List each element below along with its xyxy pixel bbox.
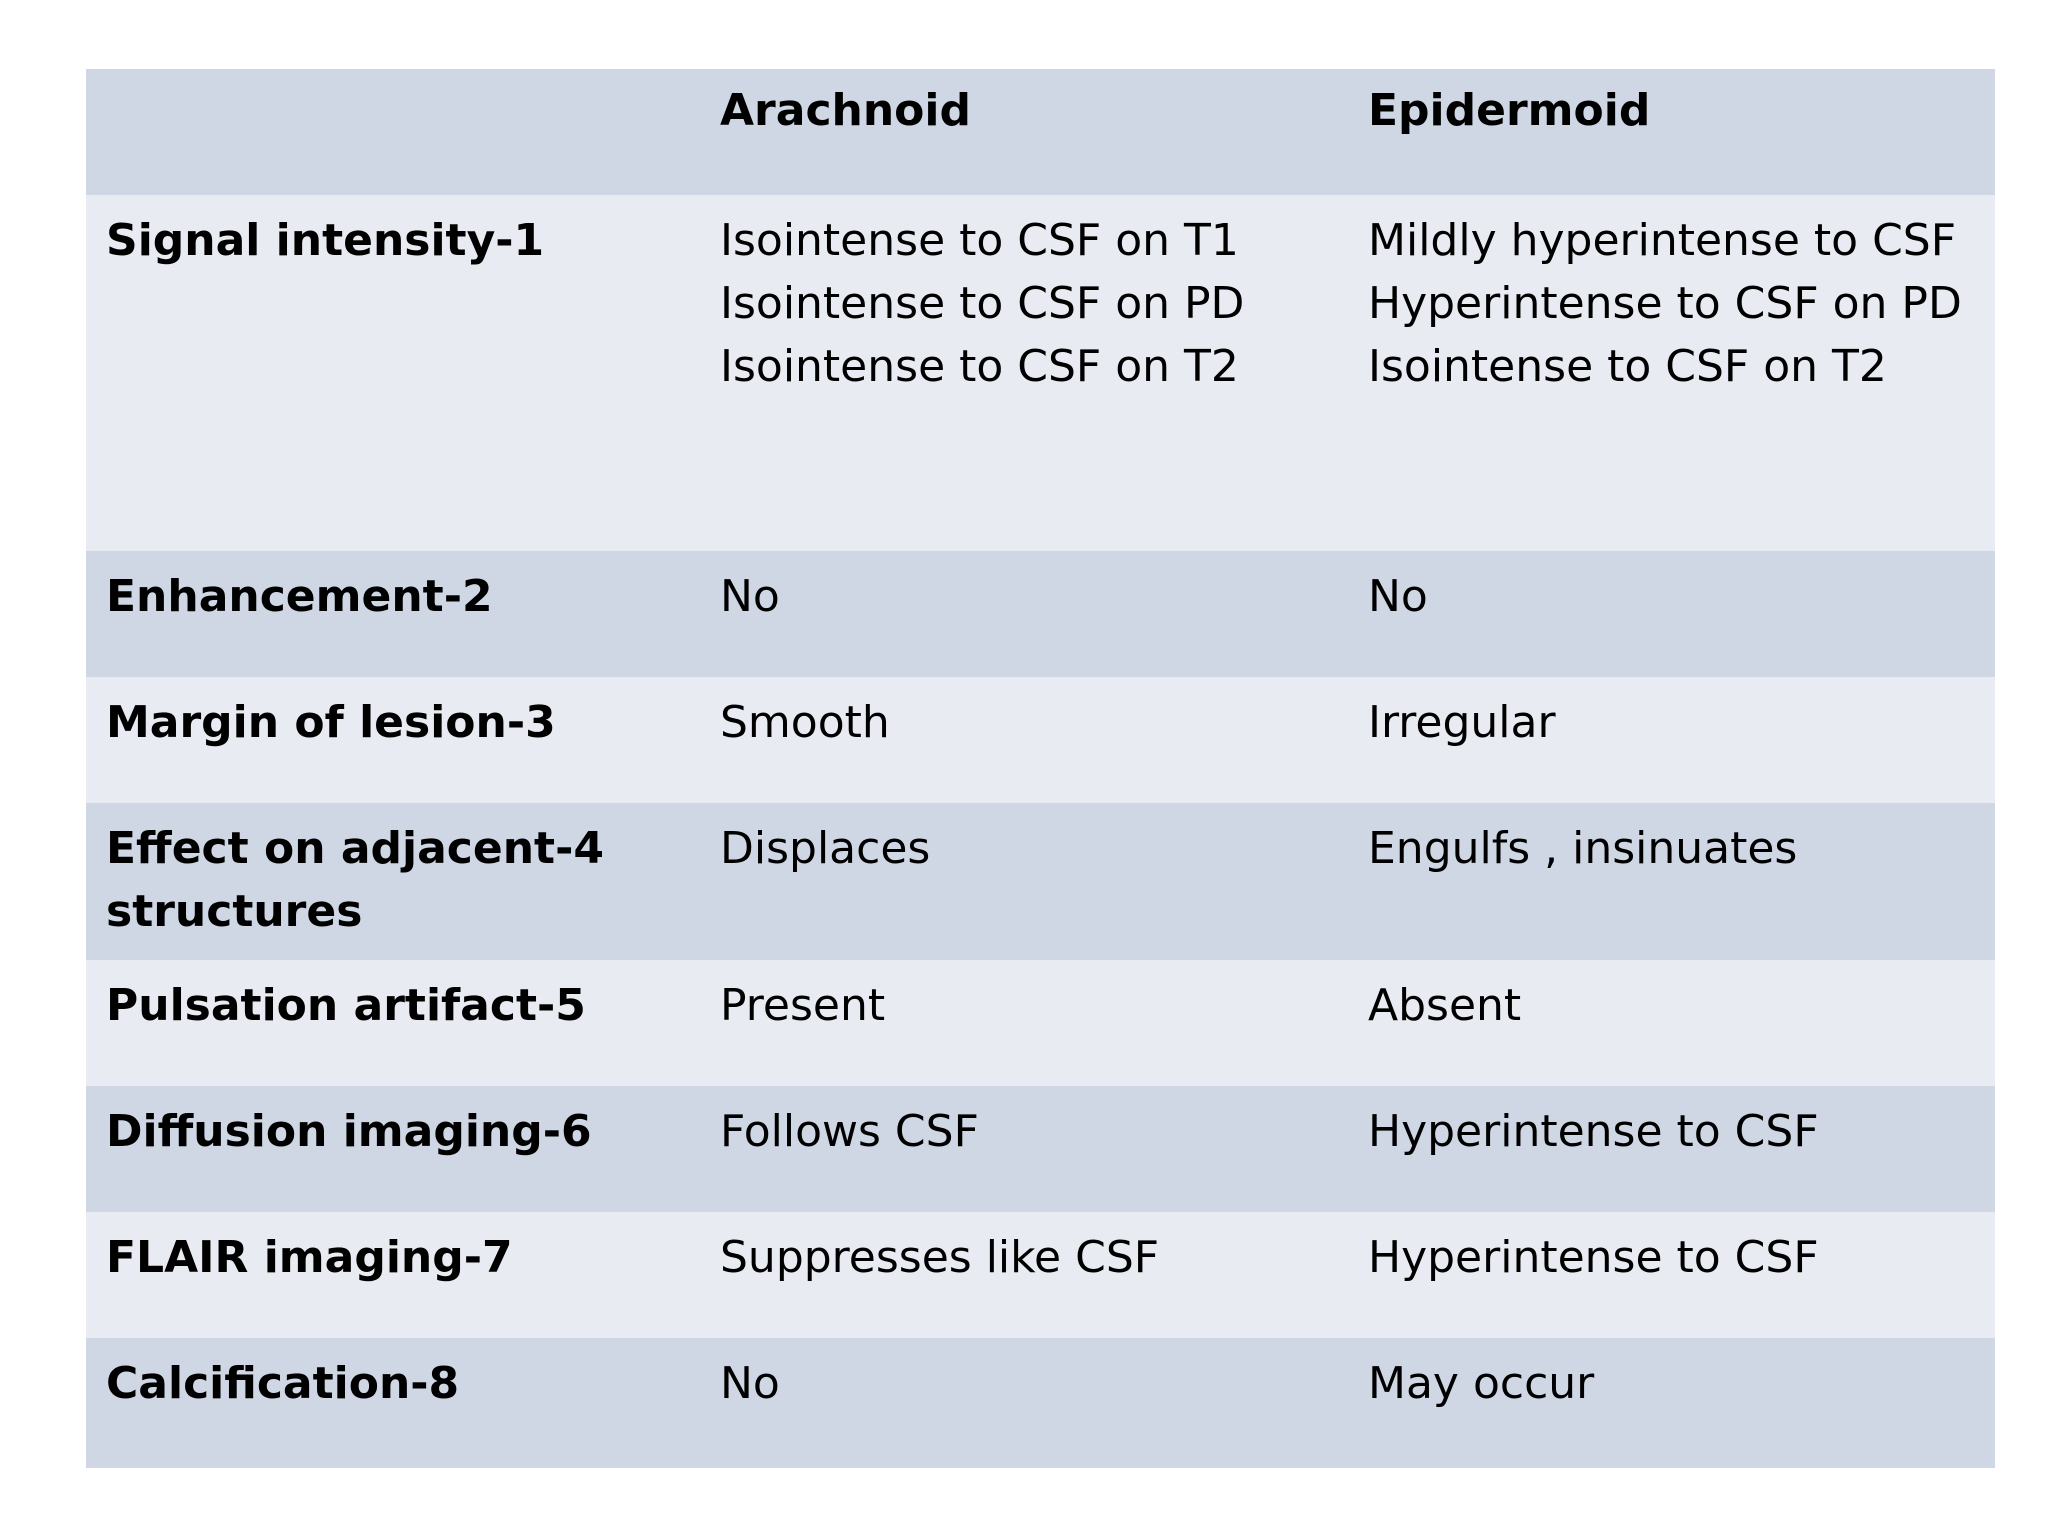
table-header-arachnoid: Arachnoid [700, 69, 1348, 195]
cell-line: Isointense to CSF on T2 [720, 341, 1239, 392]
table-header-epidermoid: Epidermoid [1348, 69, 1995, 195]
epidermoid-cell [1348, 1212, 1995, 1338]
cell-line: Isointense to CSF on T1 [720, 215, 1239, 266]
arachnoid-cell [700, 677, 1348, 803]
cell-line: Present [720, 980, 886, 1031]
epidermoid-cell [1348, 1086, 1995, 1212]
row-label: Margin of lesion-3 [86, 677, 700, 803]
table-header-empty [86, 69, 700, 195]
row-label: Signal intensity-1 [86, 195, 700, 551]
epidermoid-cell [1348, 1338, 1995, 1468]
arachnoid-cell [700, 803, 1348, 960]
arachnoid-cell [700, 1212, 1348, 1338]
arachnoid-cell [700, 1086, 1348, 1212]
cell-line: Smooth [720, 697, 890, 748]
cell-line: No [720, 571, 780, 622]
arachnoid-cell [700, 195, 1348, 551]
arachnoid-cell [700, 551, 1348, 677]
comparison-table [86, 69, 1995, 1468]
cell-line: No [1368, 571, 1428, 622]
epidermoid-cell [1348, 551, 1995, 677]
cell-line: Hyperintense to CSF [1368, 1106, 1819, 1157]
epidermoid-cell [1348, 677, 1995, 803]
arachnoid-cell [700, 960, 1348, 1086]
cell-line: Mildly hyperintense to CSF [1368, 215, 1957, 266]
cell-line: Displaces [720, 823, 931, 874]
row-label: FLAIR imaging-7 [86, 1212, 700, 1338]
epidermoid-cell [1348, 195, 1995, 551]
row-label [86, 803, 700, 960]
cell-line: Irregular [1368, 697, 1556, 748]
arachnoid-cell [700, 1338, 1348, 1468]
cell-line: Hyperintense to CSF [1368, 1232, 1819, 1283]
cell-line: Suppresses like CSF [720, 1232, 1160, 1283]
cell-line: No [720, 1358, 780, 1409]
row-label: Enhancement-2 [86, 551, 700, 677]
cell-line: May occur [1368, 1358, 1595, 1409]
cell-line: Engulfs , insinuates [1368, 823, 1798, 874]
row-label: Calcification-8 [86, 1338, 700, 1468]
row-label: Pulsation artifact-5 [86, 960, 700, 1086]
cell-line: Hyperintense to CSF on PD [1368, 278, 1962, 329]
cell-line: Isointense to CSF on PD [720, 278, 1245, 329]
epidermoid-cell [1348, 960, 1995, 1086]
cell-line: Absent [1368, 980, 1522, 1031]
row-label-text: Effect on adjacent-4 structures [106, 823, 604, 937]
epidermoid-cell [1348, 803, 1995, 960]
row-label: Diffusion imaging-6 [86, 1086, 700, 1212]
cell-line: Isointense to CSF on T2 [1368, 341, 1887, 392]
cell-line: Follows CSF [720, 1106, 979, 1157]
